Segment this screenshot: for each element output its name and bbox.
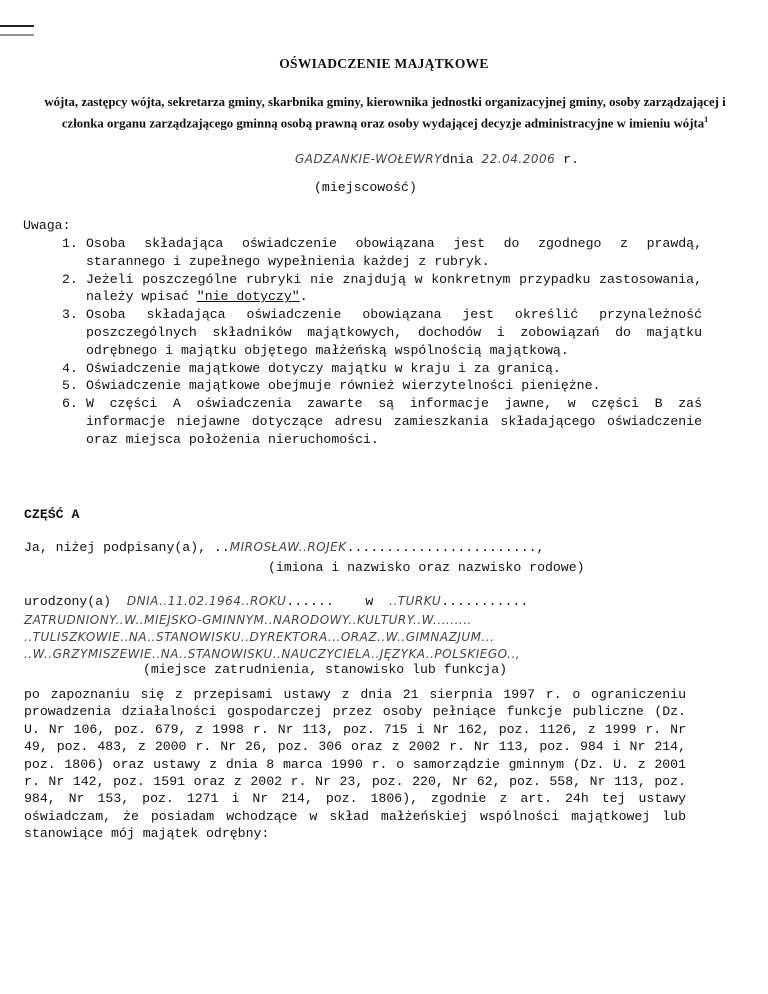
note-item: 1. Osoba składająca oświadczenie obowiązana jest do zgodnego z prawdą, starannego i zupełnego wypełnienia każdej z rubryk.: [62, 236, 702, 269]
underlined-phrase: "nie dotyczy": [196, 289, 300, 305]
footnote-marker: 1: [704, 115, 709, 124]
birth-line: urodzony(a) DNIA..11.02.1964..ROKU...... w ..TURKU...........: [24, 594, 529, 609]
handwritten-name: MIROSŁAW..ROJEK: [229, 540, 347, 554]
place-date-line: [295, 152, 579, 167]
place-caption: (miejscowość): [314, 180, 417, 195]
corner-scan-mark: [0, 24, 34, 38]
note-item: 3. Osoba składająca oświadczenie obowiązana jest określić przynależność poszczególnych składników majątkowych, dochodów i zobowiązań do majątku odrębnego i majątku objętego małżeńską wspólnością majątkową.: [62, 307, 702, 358]
handwritten-employment-line: ..TULISZKOWIE..NA..STANOWISKU..DYREKTORA...ORAZ..W..GIMNAZJUM...: [24, 630, 495, 644]
note-item: 6. W części A oświadczenia zawarte są informacje jawne, w części B zaś informacje niejawne dotyczące adresu zamieszkania składającego oświadczenie oraz miejsca położenia nieruchomości.: [62, 396, 702, 447]
section-a-heading: CZĘŚĆ A: [24, 507, 80, 522]
handwritten-birth-date: DNIA..11.02.1964..ROKU: [126, 594, 287, 608]
declarant-line: Ja, niżej podpisany(a), ..MIROSŁAW..ROJEK........................,: [24, 540, 545, 555]
notes-list: [62, 235, 702, 449]
handwritten-employment-line: ..W..GRZYMISZEWIE..NA..STANOWISKU..NAUCZYCIELA..JĘZYKA..POLSKIEGO..,: [24, 647, 521, 661]
note-item: 4. Oświadczenie majątkowe dotyczy majątku w kraju i za granicą.: [62, 360, 561, 376]
document-subtitle: wójta, zastępcy wójta, sekretarza gminy, skarbnika gminy, kierownika jednostki organizacyjnej gminy, osoby zarządzającej i członka organu zarządzającego gminną osobą prawną oraz osoby wydającej decyzje administracyjne w imieniu wójta$^1$: [44, 95, 726, 131]
handwritten-date: 22.04.2006: [481, 152, 556, 166]
notes-title: Uwaga:: [23, 218, 71, 233]
handwritten-employment-line: ZATRUDNIONY..W..MIEJSKO-GMINNYM..NARODOWY..KULTURY..W.........: [24, 613, 472, 627]
name-caption: (imiona i nazwisko oraz nazwisko rodowe): [268, 560, 585, 575]
note-item: 5. Oświadczenie majątkowe obejmuje również wierzytelności pieniężne.: [62, 378, 601, 394]
employment-caption: (miejsce zatrudnienia, stanowisko lub funkcja): [143, 662, 508, 677]
date-suffix: r.: [563, 152, 579, 167]
date-label: dnia: [441, 152, 474, 167]
handwritten-place: GADZANKIE-WOŁEWRY: [295, 152, 442, 166]
declaration-paragraph: po zapoznaniu się z przepisami ustawy z dnia 21 sierpnia 1997 r. o ograniczeniu prowadzenia działalności gospodarczej przez osoby pełniące funkcje publiczne (Dz. U. Nr 106, poz. 679, z 1998 r. Nr 113, poz. 715 i Nr 162, poz. 1126, z 1999 r. Nr 49, poz. 483, z 2000 r. Nr 26, poz. 306 oraz z 2002 r. Nr 113, poz. 984 i Nr 214, poz. 1806) oraz ustawy z dnia 8 marca 1990 r. o samorządzie gminnym (Dz. U. z 2001 r. Nr 142, poz. 1591 oraz z 2002 r. Nr 23, poz. 220, Nr 62, poz. 558, Nr 113, poz. 984, Nr 153, poz. 1271 i Nr 214, poz. 1806), zgodnie z art. 24h tej ustawy oświadczam, że posiadam wchodzące w skład małżeńskiej wspólności majątkowej lub stanowiące mój majątek odrębny:: [24, 687, 686, 842]
document-title: OŚWIADCZENIE MAJĄTKOWE: [279, 56, 489, 71]
handwritten-birthplace: ..TURKU: [389, 594, 442, 608]
note-item: 2. Jeżeli poszczególne rubryki nie znajdują w konkretnym przypadku zastosowania, należy wpisać "nie dotyczy".: [62, 271, 702, 305]
